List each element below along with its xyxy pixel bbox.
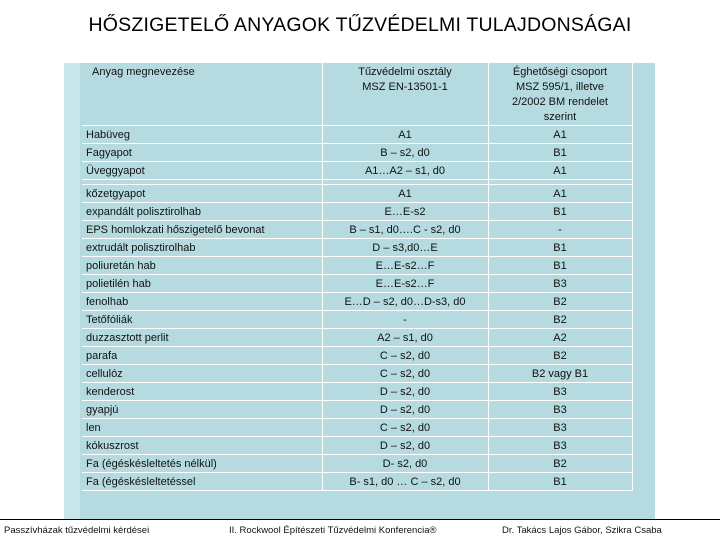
flammability-cell: B3 <box>488 275 632 293</box>
header-line: 2/2002 BM rendelet <box>511 96 608 108</box>
header-line: Tűzvédelmi osztály <box>358 66 452 78</box>
table-left-strip <box>64 63 80 520</box>
flammability-cell: B2 <box>488 455 632 473</box>
material-cell: polietilén hab <box>82 275 322 293</box>
material-cell: fenolhab <box>82 293 322 311</box>
page-title: HŐSZIGETELŐ ANYAGOK TŰZVÉDELMI TULAJDONSÁGAI <box>88 14 632 36</box>
material-cell: Habüveg <box>82 126 322 144</box>
material-cell: EPS homlokzati hőszigetelő bevonat <box>82 221 322 239</box>
fire-class-cell: B – s2, d0 <box>322 144 488 162</box>
flammability-cell: B1 <box>488 473 632 491</box>
fire-class-cell: D – s2, d0 <box>322 401 488 419</box>
table-row <box>82 455 632 473</box>
material-cell: Tetőfóliák <box>82 311 322 329</box>
fire-class-cell: C – s2, d0 <box>322 419 488 437</box>
table-row <box>82 293 632 311</box>
fire-class-cell: E…E-s2…F <box>322 257 488 275</box>
fire-class-cell: B- s1, d0 … C – s2, d0 <box>322 473 488 491</box>
table-row <box>82 473 632 491</box>
fire-class-cell: E…E-s2 <box>322 203 488 221</box>
material-cell: duzzasztott perlit <box>82 329 322 347</box>
fire-class-cell: D- s2, d0 <box>322 455 488 473</box>
material-cell: cellulóz <box>82 365 322 383</box>
fire-class-cell: A2 – s1, d0 <box>322 329 488 347</box>
header-line: Éghetőségi csoport <box>512 66 608 78</box>
table-row <box>82 419 632 437</box>
flammability-cell: B1 <box>488 203 632 221</box>
flammability-cell: B2 <box>488 293 632 311</box>
flammability-cell: A2 <box>488 329 632 347</box>
flammability-cell: B1 <box>488 239 632 257</box>
header-line: Anyag megnevezése <box>92 66 195 78</box>
header-flammability-group <box>488 63 632 126</box>
fire-class-cell: E…D – s2, d0…D-s3, d0 <box>322 293 488 311</box>
footer-bar <box>0 519 720 541</box>
flammability-cell: A1 <box>488 126 632 144</box>
flammability-cell: B2 <box>488 347 632 365</box>
table-row <box>82 311 632 329</box>
table-row <box>82 203 632 221</box>
material-cell: extrudált polisztirolhab <box>82 239 322 257</box>
fire-class-cell: A1 <box>322 126 488 144</box>
table-body <box>82 126 632 491</box>
material-cell: kókuszrost <box>82 437 322 455</box>
flammability-cell: B2 vagy B1 <box>488 365 632 383</box>
flammability-cell: B3 <box>488 383 632 401</box>
table-row <box>82 162 632 180</box>
footer-center: II. Rockwool Építészeti Tűzvédelmi Konferencia® <box>229 525 437 536</box>
header-line: MSZ EN-13501-1 <box>362 81 448 93</box>
flammability-cell: B2 <box>488 311 632 329</box>
flammability-cell: B1 <box>488 257 632 275</box>
material-cell: Fa (égéskésleltetés nélkül) <box>82 455 322 473</box>
header-line: szerint <box>543 111 577 123</box>
material-cell: parafa <box>82 347 322 365</box>
flammability-cell: - <box>488 221 632 239</box>
flammability-cell: B3 <box>488 437 632 455</box>
fire-class-cell: C – s2, d0 <box>322 347 488 365</box>
table-row <box>82 347 632 365</box>
material-cell: expandált polisztirolhab <box>82 203 322 221</box>
material-cell: Fagyapot <box>82 144 322 162</box>
material-cell: kenderost <box>82 383 322 401</box>
material-cell: len <box>82 419 322 437</box>
table-row <box>82 401 632 419</box>
fire-class-cell: D – s3,d0…E <box>322 239 488 257</box>
material-cell: poliuretán hab <box>82 257 322 275</box>
fire-class-cell: E…E-s2…F <box>322 275 488 293</box>
table-row <box>82 365 632 383</box>
table-row <box>82 185 632 203</box>
table-row <box>82 383 632 401</box>
fire-class-cell: D – s2, d0 <box>322 383 488 401</box>
header-fire-class <box>322 63 488 126</box>
flammability-cell: A1 <box>488 162 632 180</box>
table-header-row <box>82 63 632 126</box>
fire-class-cell: D – s2, d0 <box>322 437 488 455</box>
table-row <box>82 239 632 257</box>
table-row <box>82 221 632 239</box>
table-row <box>82 275 632 293</box>
table-row <box>82 126 632 144</box>
material-cell: Fa (égéskésleltetéssel <box>82 473 322 491</box>
fire-class-cell: - <box>322 311 488 329</box>
flammability-cell: B1 <box>488 144 632 162</box>
header-material <box>82 63 322 126</box>
footer-right: Dr. Takács Lajos Gábor, Szikra Csaba <box>502 525 662 536</box>
fire-class-cell: B – s1, d0….C - s2, d0 <box>322 221 488 239</box>
fire-class-cell: A1 <box>322 185 488 203</box>
flammability-cell: B3 <box>488 419 632 437</box>
material-cell: Üveggyapot <box>82 162 322 180</box>
fire-properties-table <box>82 63 633 491</box>
table-row <box>82 437 632 455</box>
table-row <box>82 144 632 162</box>
fire-class-cell: A1…A2 – s1, d0 <box>322 162 488 180</box>
table-row <box>82 257 632 275</box>
fire-class-cell: C – s2, d0 <box>322 365 488 383</box>
material-cell: gyapjú <box>82 401 322 419</box>
table-row <box>82 329 632 347</box>
material-cell: kőzetgyapot <box>82 185 322 203</box>
flammability-cell: B3 <box>488 401 632 419</box>
header-line: MSZ 595/1, illetve <box>515 81 605 93</box>
footer-left: Passzívházak tűzvédelmi kérdései <box>4 525 150 536</box>
flammability-cell: A1 <box>488 185 632 203</box>
